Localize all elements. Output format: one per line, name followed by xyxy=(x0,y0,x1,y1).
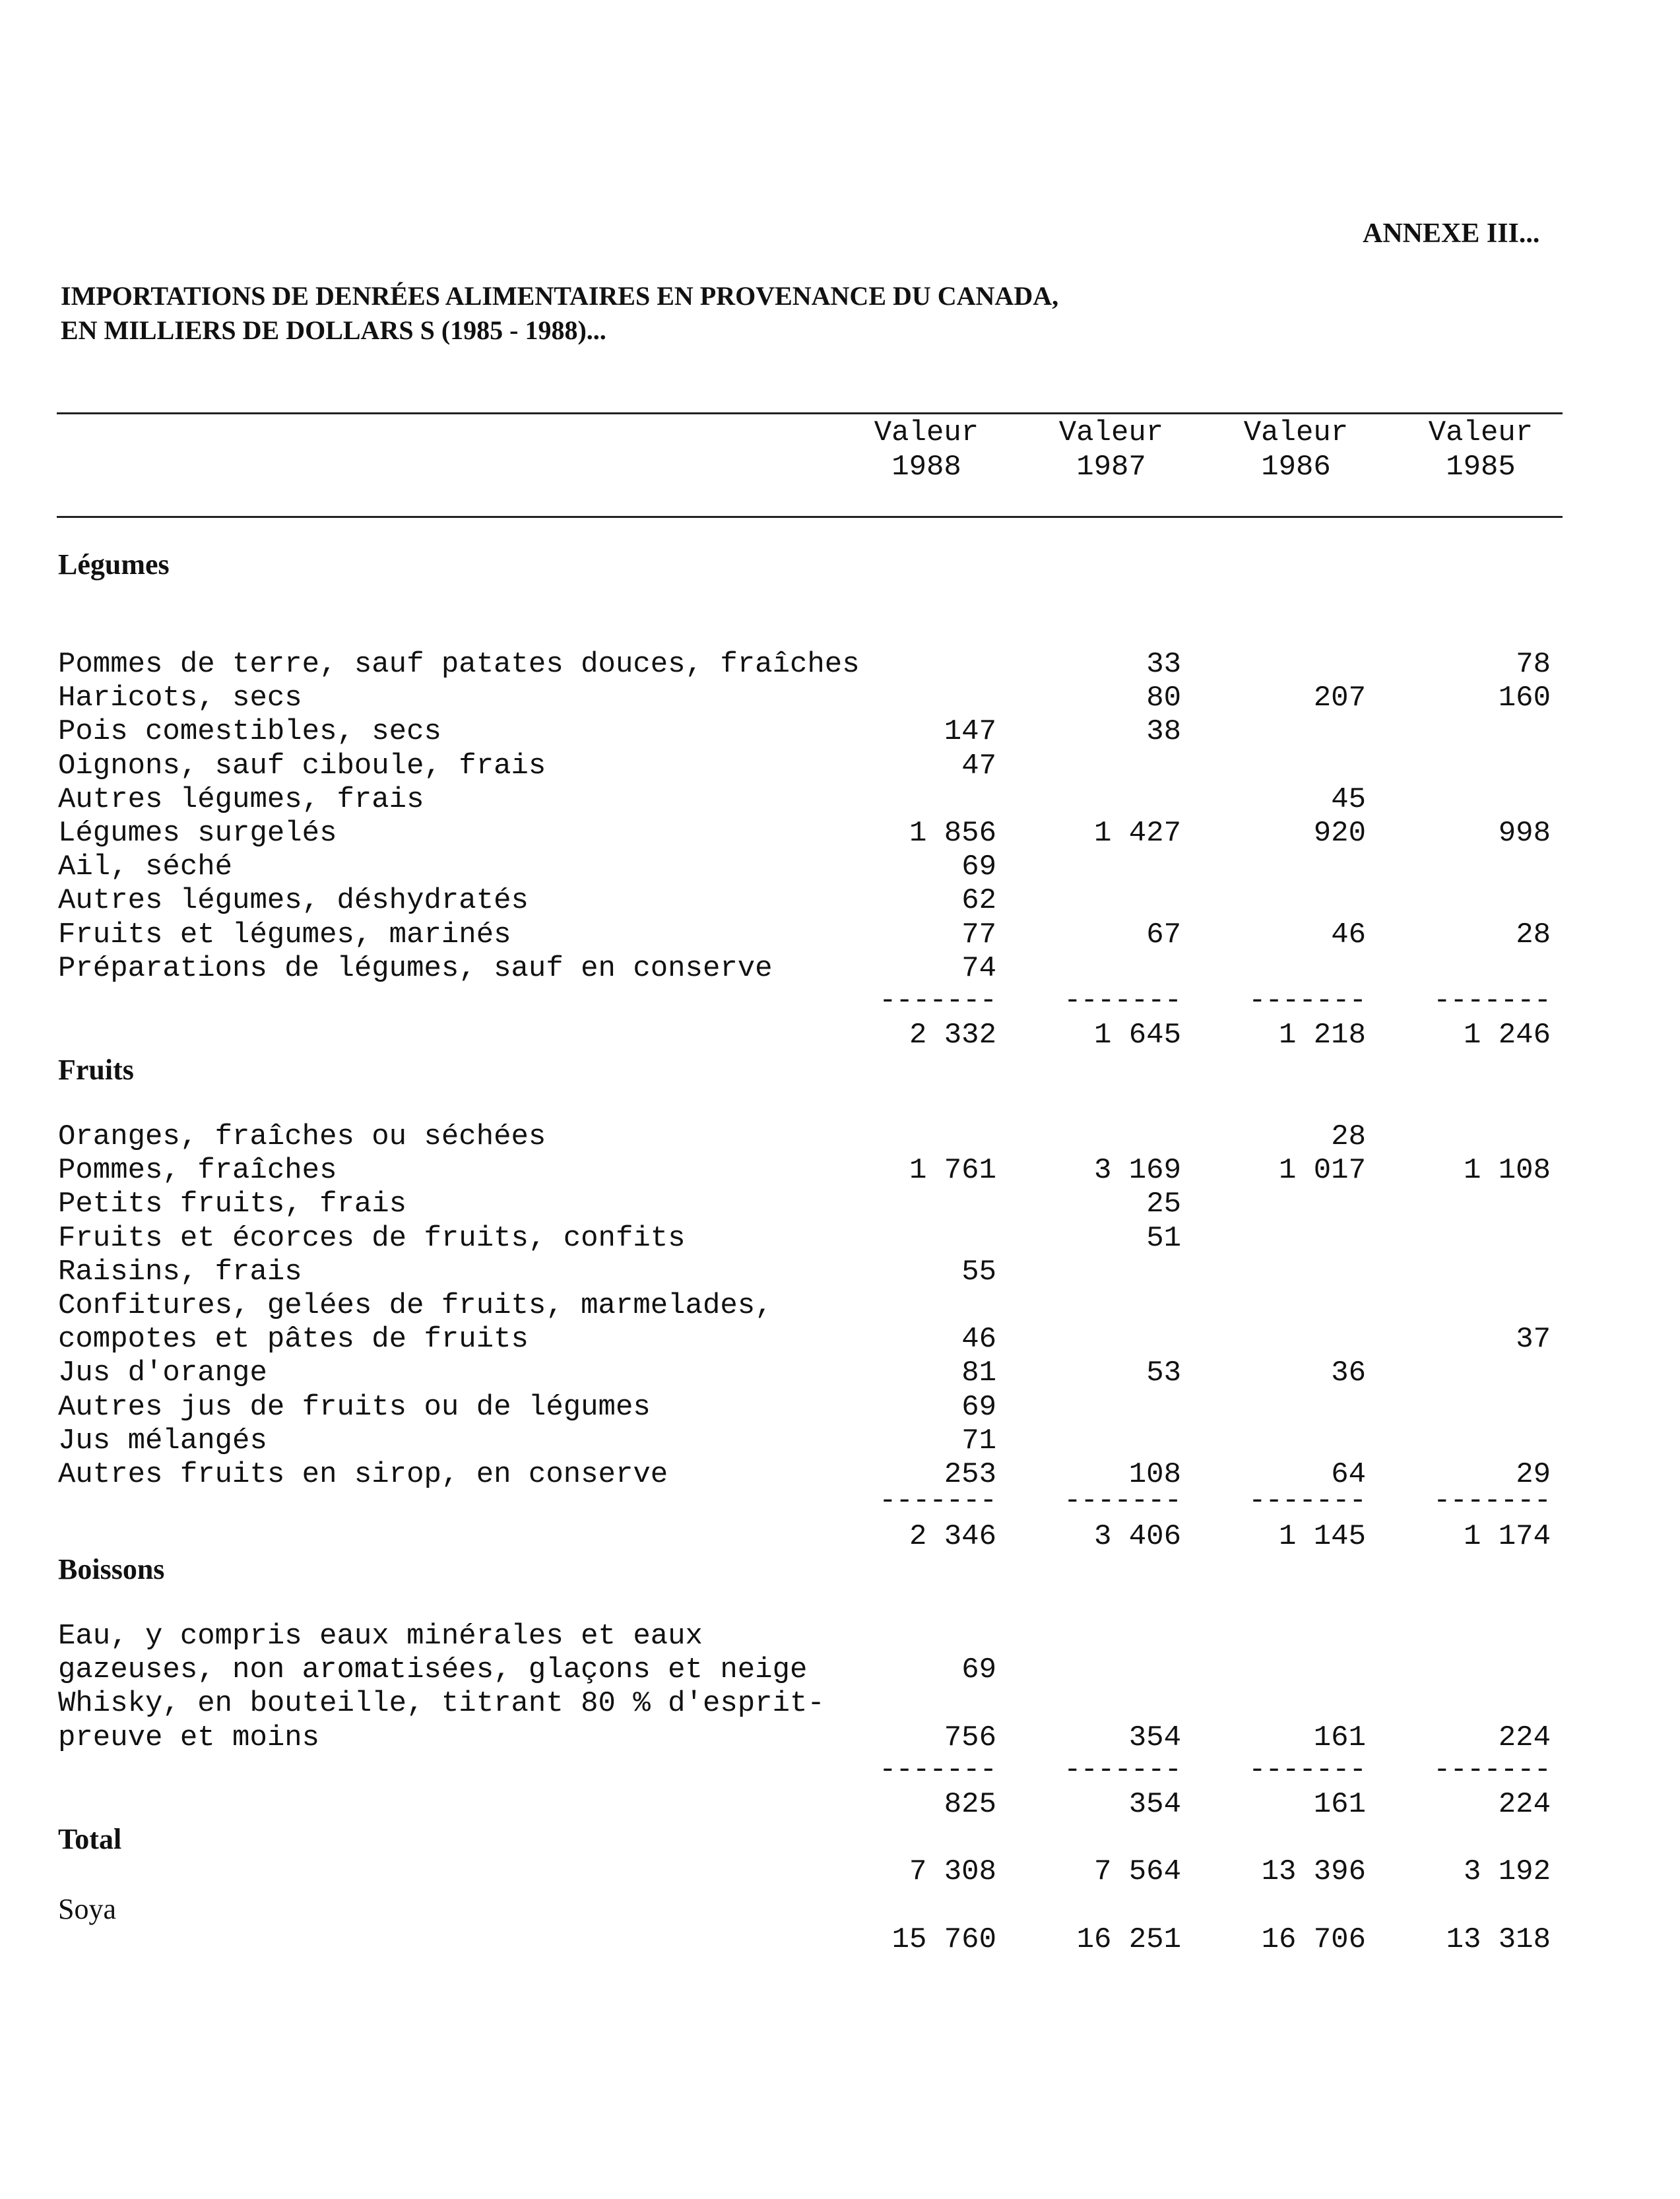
row-value: 29 xyxy=(1516,1458,1551,1491)
row-value: 33 xyxy=(1146,648,1181,681)
section-title-fruits: Fruits xyxy=(58,1054,134,1086)
section-subtotal: 2 346 xyxy=(909,1520,996,1553)
total-value: 13 396 xyxy=(1261,1855,1366,1888)
row-value: 1 427 xyxy=(1093,817,1181,850)
total-value: 3 192 xyxy=(1463,1855,1551,1888)
row-value: 81 xyxy=(961,1356,996,1389)
column-header-1988 xyxy=(847,416,1006,484)
row-value: 53 xyxy=(1146,1356,1181,1389)
subtotal-separator: ------- xyxy=(879,1754,996,1787)
row-value: 1 856 xyxy=(909,817,996,850)
row-value: 161 xyxy=(1313,1721,1366,1754)
row-value: 224 xyxy=(1498,1721,1551,1754)
row-value: 28 xyxy=(1331,1120,1366,1153)
total-value: 7 564 xyxy=(1093,1855,1181,1888)
section-subtotal: 2 332 xyxy=(909,1019,996,1052)
row-value: 46 xyxy=(961,1323,996,1356)
section-title-legumes: Légumes xyxy=(58,548,170,581)
subtotal-separator: ------- xyxy=(1064,1484,1181,1517)
row-value: 47 xyxy=(961,749,996,782)
annex-label: ANNEXE III... xyxy=(1363,218,1540,249)
section-subtotal: 1 246 xyxy=(1463,1019,1551,1052)
row-value: 1 108 xyxy=(1463,1154,1551,1187)
total-label: Total xyxy=(58,1823,122,1855)
row-value: 36 xyxy=(1331,1356,1366,1389)
section-subtotal: 161 xyxy=(1313,1788,1366,1821)
row-value: 253 xyxy=(944,1458,996,1491)
row-value: 28 xyxy=(1516,918,1551,951)
column-header-1987 xyxy=(1032,416,1190,484)
row-label: Fruits et écorces de fruits, confits xyxy=(58,1222,686,1255)
row-label: Raisins, frais xyxy=(58,1256,302,1289)
row-value: 3 169 xyxy=(1093,1154,1181,1187)
row-label: Autres légumes, déshydratés xyxy=(58,884,529,917)
row-label: compotes et pâtes de fruits xyxy=(58,1323,529,1356)
row-label: Fruits et légumes, marinés xyxy=(58,918,511,951)
row-label: Jus d'orange xyxy=(58,1356,267,1389)
row-value: 147 xyxy=(944,715,996,748)
soya-value: 16 251 xyxy=(1076,1923,1181,1956)
section-subtotal: 354 xyxy=(1128,1788,1181,1821)
column-header-label: Valeur xyxy=(1058,416,1164,449)
row-label: Haricots, secs xyxy=(58,682,302,715)
row-value: 64 xyxy=(1331,1458,1366,1491)
soya-label: Soya xyxy=(58,1893,116,1925)
subtotal-separator: ------- xyxy=(1064,984,1181,1017)
subtotal-separator: ------- xyxy=(1248,984,1366,1017)
column-header-1985 xyxy=(1402,416,1560,484)
soya-value: 16 706 xyxy=(1261,1923,1366,1956)
table-top-rule xyxy=(57,412,1563,414)
column-header-year: 1985 xyxy=(1446,451,1516,484)
row-label: Légumes surgelés xyxy=(58,817,337,850)
row-label: Pois comestibles, secs xyxy=(58,715,441,748)
row-value: 67 xyxy=(1146,918,1181,951)
title-line-2: EN MILLIERS DE DOLLARS S (1985 - 1988)... xyxy=(61,315,606,345)
table-header-rule xyxy=(57,516,1563,518)
section-subtotal: 1 145 xyxy=(1278,1520,1366,1553)
row-label: preuve et moins xyxy=(58,1721,320,1754)
row-value: 69 xyxy=(961,1391,996,1424)
row-value: 74 xyxy=(961,952,996,985)
row-value: 998 xyxy=(1498,817,1551,850)
total-value: 7 308 xyxy=(909,1855,996,1888)
row-value: 51 xyxy=(1146,1222,1181,1255)
row-value: 80 xyxy=(1146,682,1181,715)
row-value: 756 xyxy=(944,1721,996,1754)
row-value: 1 017 xyxy=(1278,1154,1366,1187)
column-header-year: 1988 xyxy=(891,451,961,484)
subtotal-separator: ------- xyxy=(879,1484,996,1517)
row-label: Préparations de légumes, sauf en conserve xyxy=(58,952,773,985)
row-value: 920 xyxy=(1313,817,1366,850)
row-value: 77 xyxy=(961,918,996,951)
row-value: 62 xyxy=(961,884,996,917)
section-subtotal: 1 174 xyxy=(1463,1520,1551,1553)
section-subtotal: 1 218 xyxy=(1278,1019,1366,1052)
row-label: Oignons, sauf ciboule, frais xyxy=(58,749,546,782)
row-label: Confitures, gelées de fruits, marmelades, xyxy=(58,1289,773,1322)
section-subtotal: 825 xyxy=(944,1788,996,1821)
row-label: Oranges, fraîches ou séchées xyxy=(58,1120,546,1153)
row-label: Pommes de terre, sauf patates douces, fraîches xyxy=(58,648,860,681)
row-label: Ail, séché xyxy=(58,850,233,883)
row-value: 55 xyxy=(961,1256,996,1289)
row-value: 69 xyxy=(961,1653,996,1686)
column-header-year: 1986 xyxy=(1261,451,1331,484)
column-header-1986 xyxy=(1217,416,1375,484)
row-label: Autres fruits en sirop, en conserve xyxy=(58,1458,668,1491)
row-label: Pommes, fraîches xyxy=(58,1154,337,1187)
column-header-label: Valeur xyxy=(1428,416,1534,449)
title-line-1: IMPORTATIONS DE DENRÉES ALIMENTAIRES EN PROVENANCE DU CANADA, xyxy=(61,281,1059,311)
row-value: 69 xyxy=(961,850,996,883)
section-subtotal: 1 645 xyxy=(1093,1019,1181,1052)
row-value: 71 xyxy=(961,1424,996,1457)
subtotal-separator: ------- xyxy=(1248,1754,1366,1787)
row-value: 207 xyxy=(1313,682,1366,715)
row-label: gazeuses, non aromatisées, glaçons et neige xyxy=(58,1653,808,1686)
row-value: 160 xyxy=(1498,682,1551,715)
column-header-label: Valeur xyxy=(874,416,979,449)
subtotal-separator: ------- xyxy=(1064,1754,1181,1787)
row-value: 25 xyxy=(1146,1188,1181,1221)
soya-value: 13 318 xyxy=(1446,1923,1551,1956)
soya-value: 15 760 xyxy=(891,1923,996,1956)
row-label: Petits fruits, frais xyxy=(58,1188,407,1221)
column-header-year: 1987 xyxy=(1076,451,1146,484)
row-value: 354 xyxy=(1128,1721,1181,1754)
subtotal-separator: ------- xyxy=(1433,984,1551,1017)
section-title-boissons: Boissons xyxy=(58,1553,165,1585)
subtotal-separator: ------- xyxy=(1433,1754,1551,1787)
row-label: Whisky, en bouteille, titrant 80 % d'esprit- xyxy=(58,1687,825,1720)
subtotal-separator: ------- xyxy=(1433,1484,1551,1517)
row-label: Eau, y compris eaux minérales et eaux xyxy=(58,1620,703,1653)
row-label: Autres jus de fruits ou de légumes xyxy=(58,1391,651,1424)
row-value: 78 xyxy=(1516,648,1551,681)
section-subtotal: 224 xyxy=(1498,1788,1551,1821)
row-value: 108 xyxy=(1128,1458,1181,1491)
subtotal-separator: ------- xyxy=(1248,1484,1366,1517)
row-value: 37 xyxy=(1516,1323,1551,1356)
row-value: 38 xyxy=(1146,715,1181,748)
row-value: 46 xyxy=(1331,918,1366,951)
row-label: Autres légumes, frais xyxy=(58,783,424,816)
row-label: Jus mélangés xyxy=(58,1424,267,1457)
column-header-label: Valeur xyxy=(1243,416,1349,449)
section-subtotal: 3 406 xyxy=(1093,1520,1181,1553)
row-value: 45 xyxy=(1331,783,1366,816)
subtotal-separator: ------- xyxy=(879,984,996,1017)
row-value: 1 761 xyxy=(909,1154,996,1187)
